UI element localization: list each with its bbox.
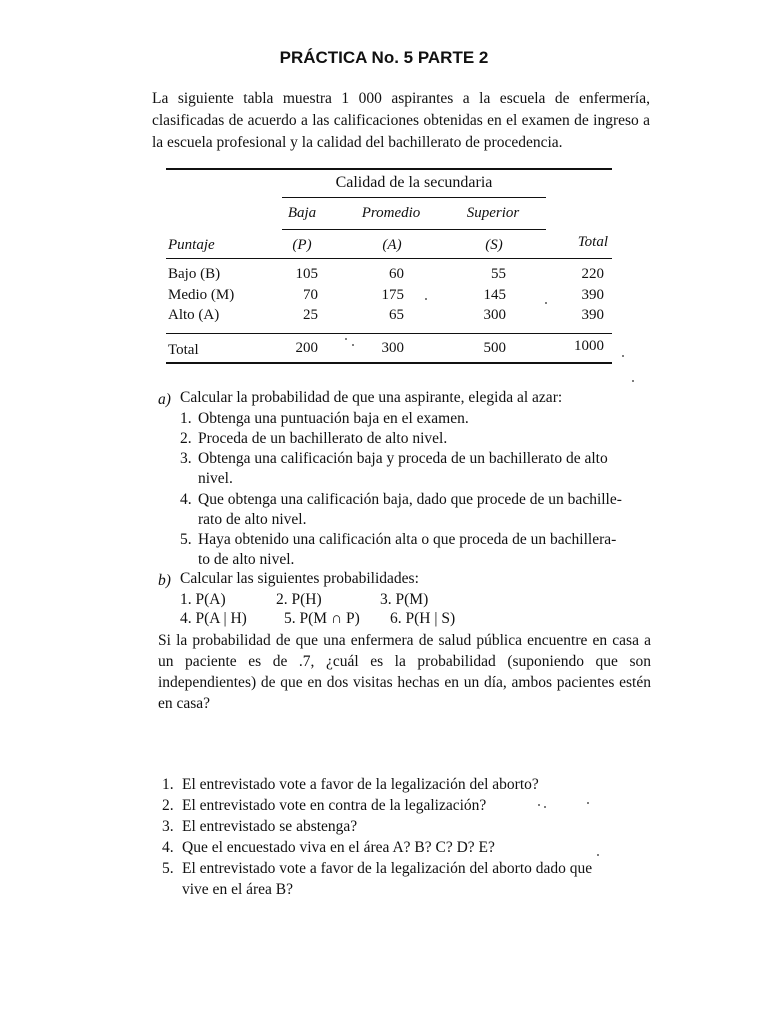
row-header-label: Puntaje	[168, 237, 215, 253]
probability-item: 5. P(M ∩ P)	[284, 610, 360, 627]
list-item-number: 1.	[180, 410, 192, 427]
table-cell: 300	[483, 307, 506, 323]
list-item-number: 4.	[180, 491, 192, 508]
table-row-label: Bajo (B)	[168, 266, 221, 282]
table-row-label: Alto (A)	[168, 307, 220, 323]
col-code-s: (S)	[485, 237, 503, 253]
list-item: El entrevistado vote a favor de la legalización del aborto?	[182, 776, 539, 793]
col-header-promedio: Promedio	[361, 205, 421, 221]
table-cell: 65	[389, 307, 404, 323]
table-cell: 500	[483, 340, 506, 356]
probability-item: 3. P(M)	[380, 591, 429, 608]
list-item: Que obtenga una calificación baja, dado que procede de un bachille-	[198, 491, 622, 508]
probability-item: 1. P(A)	[180, 591, 226, 608]
probability-item: 4. P(A | H)	[180, 610, 247, 627]
group-header-rule	[282, 197, 546, 198]
list-item: Que el encuestado viva en el área A? B? C? D? E?	[182, 839, 495, 856]
table-cell: 1000	[574, 338, 604, 354]
list-item-number: 5.	[180, 531, 192, 548]
list-item-number: 3.	[162, 818, 174, 835]
scan-speck	[597, 854, 599, 856]
totals-row-label: Total	[168, 342, 199, 358]
list-item: Obtenga una calificación baja y proceda de un bachillerato de alto	[198, 450, 608, 467]
col-code-p: (P)	[292, 237, 312, 253]
table-top-rule	[166, 168, 612, 170]
list-item-continuation: nivel.	[198, 470, 233, 487]
table-cell: 300	[381, 340, 404, 356]
scan-speck	[345, 338, 347, 340]
list-item-continuation: vive en el área B?	[182, 881, 294, 898]
list-item-continuation: to de alto nivel.	[198, 551, 295, 568]
list-item: Haya obtenido una calificación alta o que proceda de un bachillera-	[198, 531, 617, 548]
list-item-continuation: rato de alto nivel.	[198, 511, 307, 528]
table-cell: 220	[581, 266, 604, 282]
table-cell: 390	[581, 287, 604, 303]
table-cell: 200	[295, 340, 318, 356]
col-header-baja: Baja	[287, 205, 317, 221]
scan-speck	[622, 355, 624, 357]
list-item: Obtenga una puntuación baja en el examen.	[198, 410, 469, 427]
part-a-marker: a)	[158, 391, 171, 408]
table-cell: 60	[389, 266, 404, 282]
list-item: Proceda de un bachillerato de alto nivel.	[198, 430, 448, 447]
list-item: El entrevistado vote en contra de la legalización?	[182, 797, 487, 814]
scan-speck	[545, 302, 547, 304]
col-header-superior: Superior	[466, 205, 520, 221]
list-item-number: 1.	[162, 776, 174, 793]
total-col-header: Total	[577, 234, 608, 250]
table-cell: 145	[483, 287, 506, 303]
page-title: PRÁCTICA No. 5 PARTE 2	[279, 48, 489, 67]
list-item: El entrevistado vote a favor de la legalización del aborto dado que	[182, 860, 593, 877]
list-item-number: 4.	[162, 839, 174, 856]
scan-speck	[538, 804, 540, 806]
list-item: El entrevistado se abstenga?	[182, 818, 358, 835]
table-cell: 55	[491, 266, 506, 282]
part-a-lead: Calcular la probabilidad de que una aspirante, elegida al azar:	[180, 389, 563, 406]
scan-speck	[587, 802, 589, 804]
part-b-lead: Calcular las siguientes probabilidades:	[180, 570, 419, 587]
table-cell: 390	[581, 307, 604, 323]
independence-paragraph: Si la probabilidad de que una enfermera de salud pública encuentre en casa a un paciente es de .7, ¿cuál es la probabilidad (suponiendo que son independientes) de que en dos visitas hechas en un día, ambos pacientes estén en casa?	[158, 632, 651, 712]
probability-item: 2. P(H)	[276, 591, 322, 608]
table-cell: 105	[295, 266, 318, 282]
header-bottom-rule	[166, 258, 612, 259]
table-bottom-rule	[166, 362, 612, 364]
totals-top-rule	[166, 333, 612, 334]
scan-speck	[352, 344, 354, 346]
intro-paragraph: La siguiente tabla muestra 1 000 aspirantes a la escuela de enfermería, clasificadas de acuerdo a las calificaciones obtenidas en el examen de ingreso a la escuela profesional y la calidad del bachillerato de procedencia.	[152, 90, 650, 151]
probability-item: 6. P(H | S)	[390, 610, 456, 627]
scan-speck	[544, 806, 546, 808]
scan-speck	[425, 298, 427, 300]
col-header-rule	[282, 229, 546, 230]
table-cell: 70	[303, 287, 318, 303]
col-code-a: (A)	[382, 237, 402, 253]
table-cell: 175	[381, 287, 404, 303]
scan-speck	[632, 380, 634, 382]
table-cell: 25	[303, 307, 318, 323]
group-header: Calidad de la secundaria	[335, 174, 493, 191]
list-item-number: 5.	[162, 860, 174, 877]
table-row-label: Medio (M)	[168, 287, 235, 303]
list-item-number: 3.	[180, 450, 192, 467]
list-item-number: 2.	[180, 430, 192, 447]
list-item-number: 2.	[162, 797, 174, 814]
part-b-marker: b)	[158, 572, 171, 589]
